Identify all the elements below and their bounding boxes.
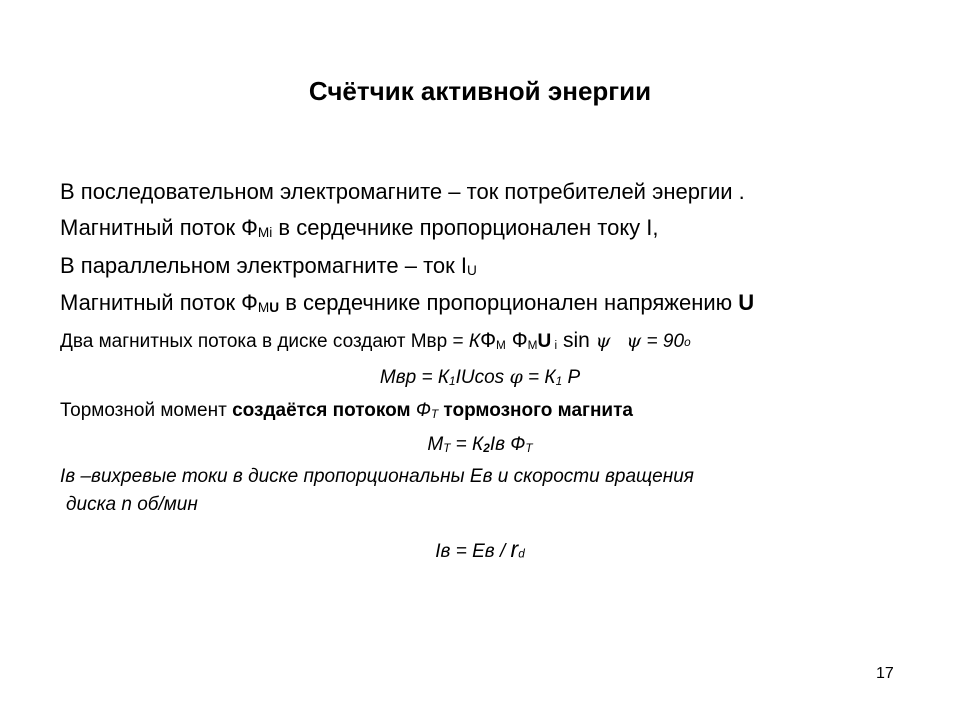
formula-2-sub3: Т bbox=[525, 441, 533, 455]
formula-2-sub2: 2 bbox=[483, 441, 490, 455]
formula-3-a: Iв = Ев / bbox=[435, 541, 511, 562]
formula-1-b: IUcos bbox=[455, 367, 510, 388]
text-line-2-a: Магнитный поток Ф bbox=[60, 215, 258, 240]
text-line-4-a: Магнитный поток Ф bbox=[60, 290, 258, 315]
text-line-5-sub2: М bbox=[527, 338, 538, 352]
page-number: 17 bbox=[876, 665, 894, 682]
text-line-5-sub1: М bbox=[496, 338, 506, 352]
formula-3-r: r bbox=[510, 536, 519, 562]
text-line-5-phi1: Ф bbox=[480, 329, 497, 352]
text-line-6-sub: Т bbox=[430, 407, 439, 421]
text-line-7-a: Iв – bbox=[60, 466, 92, 487]
text-line-4 bbox=[60, 289, 754, 322]
text-line-6-a: Тормозной момент bbox=[60, 400, 233, 421]
text-line-4-sub1: M bbox=[257, 300, 270, 316]
formula-3 bbox=[0, 536, 960, 568]
text-line-2-sub: Mi bbox=[257, 225, 273, 241]
formula-1-sub2: 1 bbox=[555, 374, 563, 388]
text-line-1: В последовательном электромагните – ток потребителей энергии . bbox=[60, 179, 745, 204]
text-line-6-b: создаётся потоком bbox=[232, 400, 416, 421]
phi-symbol: φ bbox=[509, 366, 523, 388]
psi-symbol-1: ψ bbox=[595, 330, 611, 352]
text-line-5-a: Два магнитных потока в диске создают Мвр = bbox=[60, 331, 469, 352]
text-line-7-b: вихревые токи в диске пропорциональны Ев и скорости вращения bbox=[91, 466, 694, 487]
formula-3-sub: d bbox=[518, 547, 525, 561]
text-line-3 bbox=[60, 252, 477, 285]
formula-2 bbox=[0, 432, 960, 462]
formula-1-d: Р bbox=[562, 367, 581, 388]
text-line-4-b: в сердечнике пропорционален напряжению bbox=[279, 290, 739, 315]
formula-2-sub1: Т bbox=[443, 441, 451, 455]
formula-2-b: = К bbox=[450, 434, 484, 455]
slide-title: Счётчик активной энергии bbox=[308, 76, 652, 106]
text-line-5 bbox=[60, 328, 691, 359]
text-line-5-k: К bbox=[468, 331, 481, 352]
text-line-5-eq: = 90 bbox=[641, 331, 685, 352]
psi-symbol-2: ψ bbox=[626, 330, 642, 352]
text-line-2-b: в сердечнике пропорционален току I, bbox=[272, 215, 659, 240]
formula-1-sub: 1 bbox=[449, 374, 456, 388]
formula-2-c: Iв Ф bbox=[489, 434, 526, 455]
text-line-3-sub: U bbox=[467, 263, 477, 279]
text-line-6 bbox=[60, 398, 633, 428]
text-line-3-a: В параллельном электромагните – ток I bbox=[60, 253, 467, 278]
text-line-5-i: i bbox=[551, 338, 558, 352]
text-line-6-c: тормозного магнита bbox=[438, 400, 633, 421]
formula-2-a: М bbox=[427, 434, 444, 455]
text-line-2 bbox=[60, 214, 659, 247]
text-line-6-phi: Ф bbox=[415, 400, 431, 421]
text-line-5-phi2: Ф bbox=[505, 329, 528, 352]
text-line-5-sin: sin bbox=[557, 329, 596, 352]
formula-1-a: Мвр = К bbox=[379, 367, 450, 388]
text-line-5-deg: о bbox=[684, 335, 691, 349]
text-line-4-c: U bbox=[738, 290, 755, 315]
text-line-7 bbox=[60, 464, 694, 490]
text-line-8: диска n об/мин bbox=[66, 494, 198, 515]
text-line-5-u: U bbox=[537, 331, 552, 352]
text-line-4-sub2: U bbox=[269, 300, 280, 316]
formula-1 bbox=[0, 364, 960, 395]
formula-1-c: = К bbox=[522, 367, 556, 388]
